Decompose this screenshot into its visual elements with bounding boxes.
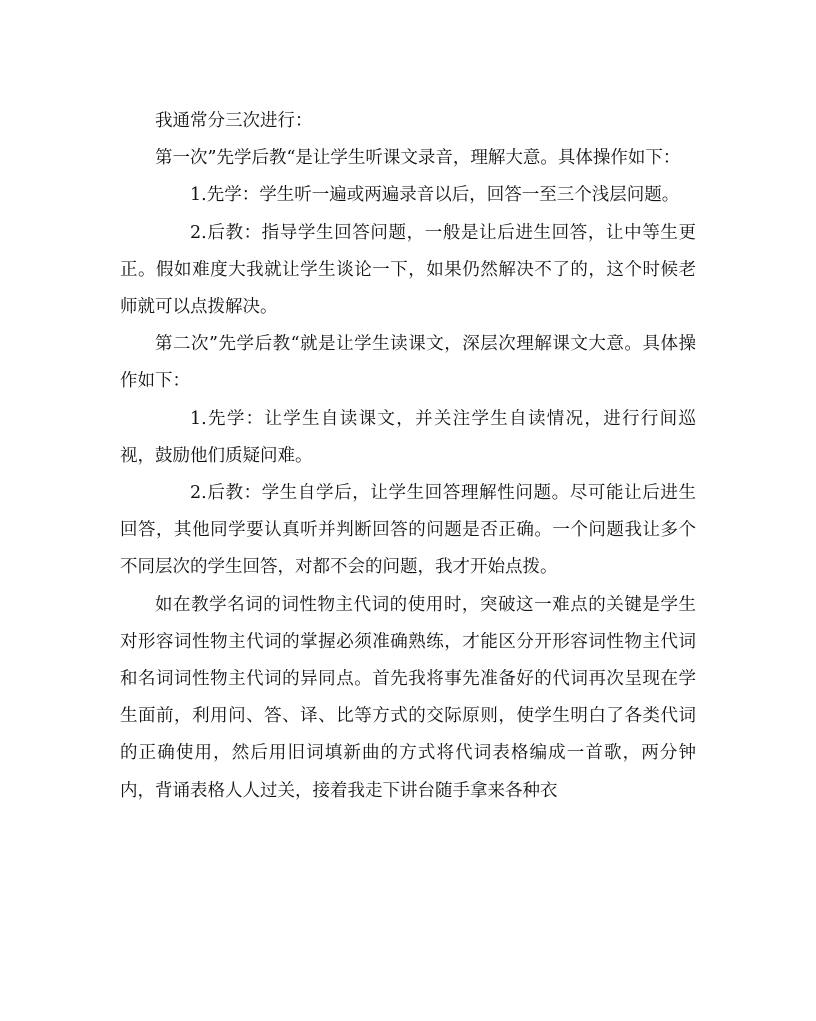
paragraph-first-round-step-1: 1.先学：学生听一遍或两遍录音以后，回答一至三个浅层问题。 bbox=[190, 185, 680, 206]
paragraph-first-round-step-2: 2.后教：指导学生回答问题，一般是让后进生回答，让中等生更正。假如难度大我就让学生谈论一下，如果仍然解决不了的，这个时候老师就可以点拨解决。 bbox=[120, 222, 696, 318]
paragraph-second-round-step-1: 1.先学：让学生自读课文，并关注学生自读情况，进行行间巡视，鼓励他们质疑问难。 bbox=[120, 408, 696, 466]
paragraph-example: 如在教学名词的词性物主代词的使用时，突破这一难点的关键是学生对形容词性物主代词的掌握必须准确熟练，才能区分开形容词性物主代词和名词词性物主代词的异同点。首先我将事先准备好的代词再次呈现在学生面前，利用问、答、译、比等方式的交际原则，使学生明白了各类代词的正确使用，然后用旧词填新曲的方式将代词表格编成一首歌，两分钟内，背诵表格人人过关，接着我走下讲台随手拿来各种衣 bbox=[120, 594, 696, 801]
paragraph-second-round: 第二次”先学后教“就是让学生读课文，深层次理解课文大意。具体操作如下： bbox=[120, 334, 696, 392]
paragraph-second-round-step-2: 2.后教：学生自学后，让学生回答理解性问题。尽可能让后进生回答，其他同学要认真听并判断回答的问题是否正确。一个问题我让多个不同层次的学生回答，对都不会的问题，我才开始点拨。 bbox=[120, 483, 696, 578]
document-page bbox=[120, 103, 696, 810]
paragraph-first-round: 第一次”先学后教“是让学生听课文录音，理解大意。具体操作如下： bbox=[155, 148, 681, 169]
paragraph-intro: 我通常分三次进行： bbox=[155, 111, 313, 131]
